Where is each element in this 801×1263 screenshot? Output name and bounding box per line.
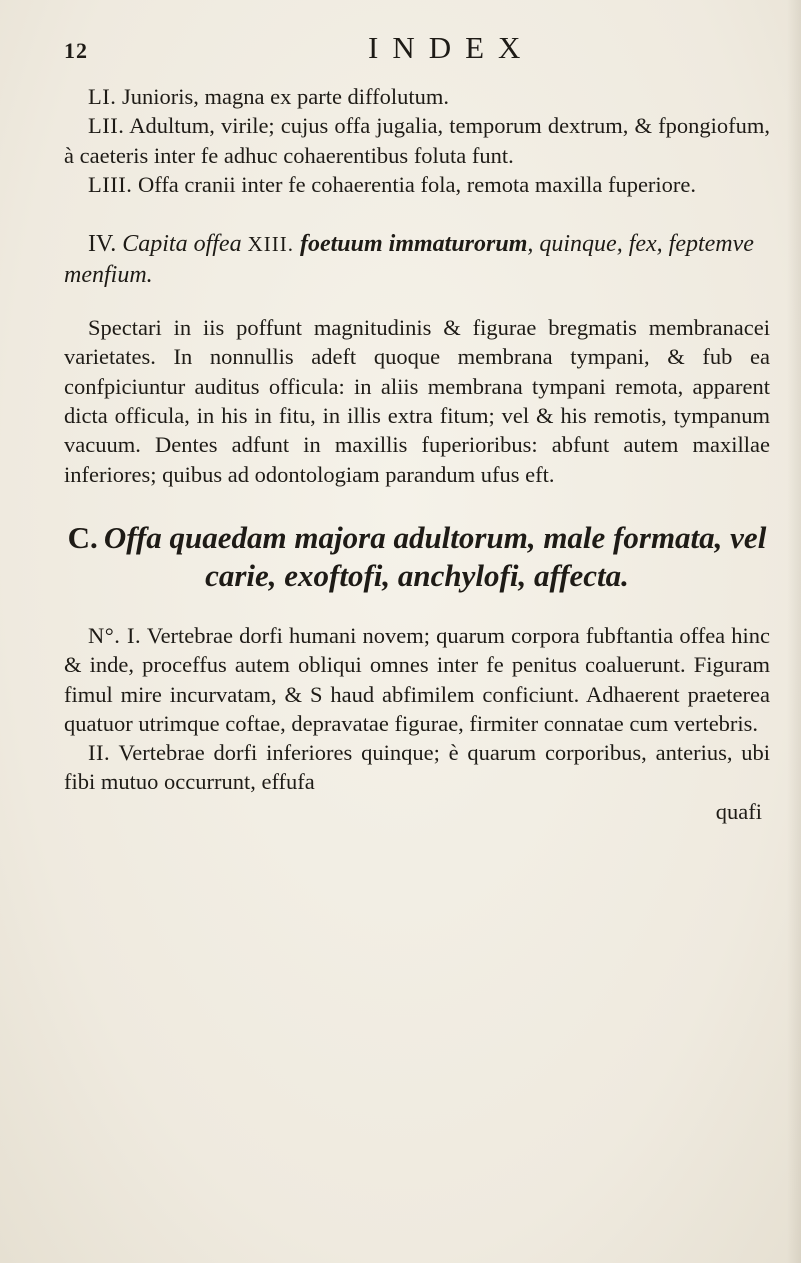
entry-number: LI. <box>88 84 117 109</box>
entry-number: LIII. <box>88 171 133 197</box>
section-label: IV. <box>88 231 117 258</box>
entry-text: Vertebrae dorfi humani novem; quarum corpora fubftantia offea hinc & inde, proceffus autem obliqui omnes inter fe penitus coaluerunt. Figuram fimul mire incurvatam, & S haud abfimilem conficiunt. Adhaerent praeterea quatuor utrimque coftae, depravatae figurae, firmiter connatae cum vertebris. <box>64 622 771 736</box>
text-block <box>64 82 770 826</box>
entry-number: N°. I. <box>88 622 142 648</box>
section-title: Offa quaedam majora adultorum, male formata, vel carie, exoftofi, anchylofi, affecta. <box>103 519 767 593</box>
entry-text: Offa cranii inter fe cohaerentia fola, remota maxilla fuperiore. <box>137 171 697 197</box>
section-heading-c <box>64 519 770 595</box>
section-title-rest: , quinque, fex, feptemve menfium. <box>64 231 754 289</box>
entry-number: LII. <box>88 113 125 139</box>
entry-text: Vertebrae dorfi inferiores quinque; è quarum corporibus, anterius, ubi fibi mutuo occurrunt, effufa <box>64 740 771 795</box>
section-label: C. <box>67 519 98 555</box>
section-heading-iv <box>64 229 770 291</box>
catalog-entry <box>64 170 770 199</box>
entries-list <box>64 621 770 797</box>
entry-text: Adultum, virile; cujus offa jugalia, temporum dextrum, & fpongiofum, à caeteris inter fe adhuc cohaerentibus foluta funt. <box>64 113 770 168</box>
section-title-bold: foetuum immaturorum <box>299 231 528 258</box>
section-paragraph: Spectari in iis poffunt magnitudinis & figurae bregmatis membranacei varietates. In nonnullis adeft quoque membrana tympani, & fub ea confpiciuntur auditus officula: in aliis membrana tympani remota, apparent dicta officula, in his in fitu, in illis extra fitum; vel & his remotis, tympanum vacuum. Dentes adfunt in maxillis fuperioribus: abfunt autem maxillae inferiores; quibus ad odontologiam parandum ufus eft. <box>64 315 770 487</box>
running-head: INDEX <box>368 30 535 65</box>
entry-text: Junioris, magna ex parte diffolutum. <box>122 84 450 109</box>
page-edge-shadow <box>787 0 801 1263</box>
entry-number: II. <box>88 740 111 766</box>
page-number: 12 <box>64 38 88 63</box>
catalog-entry <box>64 82 770 111</box>
catalog-entry <box>64 621 770 738</box>
catchword: quafi <box>715 798 762 824</box>
catalog-entry <box>64 738 770 797</box>
catalog-entry <box>64 111 770 170</box>
section-title-pre: Capita offea <box>122 231 242 258</box>
page-header <box>0 28 801 68</box>
section-count: XIII. <box>247 232 294 257</box>
